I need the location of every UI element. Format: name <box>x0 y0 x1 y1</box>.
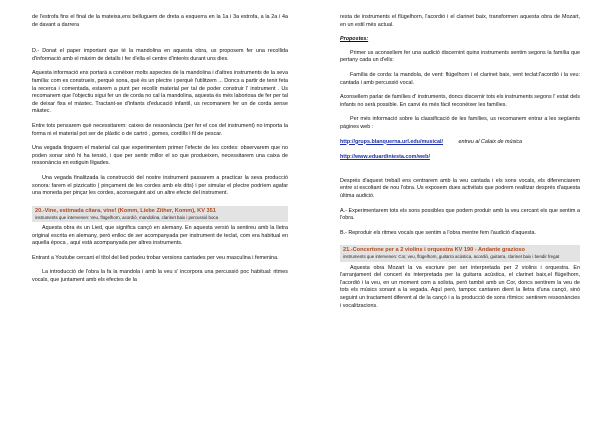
paragraph: Entre tots pensarem què necessitarem: caixes de ressonància (per fer el cos del instrument) no importa la forma ni el material pot ser de plàstic o de cartró , gomes, cordills i fil de pescar. <box>32 122 288 137</box>
paragraph: de l'estrofa fins el final de la mateixa,ens belluguem de dreta a esquerra en la 1a i 3a estrofa, a la 2a i 4a de davant a darrera <box>32 14 288 28</box>
paragraph: Primer us aconsellem fer una audició discernint quins instruments sentim segons la família que pertany cada un d'ells: <box>340 49 580 64</box>
section-instruments: instruments que intervenen: Cor, veu, flügelhorn, guitarra acústica, acordió, guitarra, clarinet baix i bendir fregat <box>343 254 560 260</box>
propostes-heading: Propostes: <box>340 36 369 43</box>
paragraph-d: D.- Donat el paper important que té la mandolina en aquesta obra, us proposem fer una recollida d'informació amb el màxim de detalls i fer d'ella el centre d'interès durant uns dies. <box>32 48 288 62</box>
paragraph: resta de instruments el flügelhorn, l'acordió i el clarinet baix, transformen aquesta obra de Mozart, en un estil més actual. <box>340 14 580 28</box>
section-title: 21.-Concertone per a 2 violins i orquestra KV 190 - Andante grazioso <box>343 247 525 254</box>
section-title: 20.-Vine, estimada cítara, vine! (Komm, Liebe Zither, Komm), KV 351 <box>35 207 216 214</box>
paragraph: Aquesta informació ens portarà a conèixer molts aspectes de la mandolina i d'altres instruments de la seva família: com es construeix, perquè sona, què és un plectre i perquè l'utilitzem ... Doncs a partir de tenir feta la recerca i comentada, estarem a punt per recollir material per tal de poder construir l' instrument . Us recomanem que l'objectiu sigui fer un de corda no cal la mandolina, aquesta és més laboriosa de fer per tal de deixar fixa el màstec. Tractant-se d'infants d'educació infantil, us recomanem fer un de corda sense màstec. <box>32 70 288 115</box>
paragraph: B.- Reproduir els ritmes vocals que sentim a l'obra mentre fem l'audició d'aquesta. <box>340 229 537 236</box>
web-link-blanquerna[interactable]: http://grups.blanquerna.url.edu/musical/ <box>340 138 444 145</box>
paragraph: Una vegada tinguem el material cal que experimentem primer l'efecte de les cordes: observarem que no poden sonar sinó hi ha tensió, i que per sentir millor el so que produeixen, necessitarem una caixa de ressonància en estiguin lligades. <box>32 145 288 167</box>
paragraph: Família de corda: la mandola, de vent: flügelhorn i el clarinet baix, vent teclat:l'acordió i la veu: cantada i amb percussió vocal. <box>340 71 580 86</box>
section-instruments: instruments que intervenen: Veu, flügelhorn, acordió, mandolina, clarinet baix i percussió boca <box>35 214 219 220</box>
web-link-eduardiniesta[interactable]: http://www.eduardiniesta.com/web/ <box>340 154 430 161</box>
paragraph: Aquesta obra és un Lied, que significa cançó en alemany. En aquesta versió la sentireu amb la lletra original escrita en alemany, però enlloc de ser acompanyada per instrument de teclat, com era habitual en aquella època , aquí està acompanyada per altres instruments. <box>32 225 288 247</box>
right-page <box>340 0 580 424</box>
section-header-21 <box>340 245 580 261</box>
link-row <box>340 154 580 162</box>
paragraph: Una vegada finalitzada la construcció del nostre instrument passarem a practicar la seva producció sonora: farem el pizzicatto ( pinçament de les cordes amb els dits) i per simular el plectre podríem agafar una moneda per pinçar les cordes, aconseguint així un altre efecte del instrument. <box>32 174 288 197</box>
link-note: entreu al Calaix de música <box>458 138 523 145</box>
paragraph: Aquesta obra Mozart la va escriure per ser interpretada per 2 violins i orquestra. En l'arranjament del concert és interpretada per la guitarra acústica, el clarinet baix,el flügelhorn, l'acordió i la veu, en un moment com a solista, però també amb un Cor, doncs sentirem la veu de tots els músics sonant a la vegada. Aquí però, tampoc cantaren dient la lletra d'una cançó, sinó seguint un tractament diferent al de la cançó i a la producció de sons rítmics: sentirem ressonàncies i vocalitzacions. <box>340 264 580 309</box>
link-row <box>340 139 580 147</box>
paragraph: Per més informació sobre la classificació de les famílies, us recomanem entrar a les següents pàgines web : <box>340 116 580 130</box>
paragraph: Aconsellem parlar de famílies d' instruments, doncs discernir tots els instruments segons l' estat dels infants no serà possible. En canvi és més fàcil reconèixer les famílies. <box>340 94 580 108</box>
section-header-20 <box>32 206 288 222</box>
paragraph: La introducció de l'obra la fa la mandola i amb la veu s' incorpora una percussió poc habitual: ritmes vocals, que juntament amb els efectes de la <box>32 269 288 284</box>
paragraph: Després d'aquest treball ens centrarem amb la veu cantada i els sons vocals, els diferenciarem entre si escoltant de nou l'obra. Us exposem dues activitats que podrem realitzar després d'aquesta última audició. <box>340 177 580 199</box>
left-page <box>32 0 288 424</box>
paragraph: Entrant a Youtube cercant el títol del lied podeu trobar versions cantades per veu masculina i femenina. <box>32 254 279 261</box>
paragraph: A.- Experimentarem tots els sons possibles que podem produir amb la veu cercant els que sentim a l'obra. <box>340 207 580 222</box>
